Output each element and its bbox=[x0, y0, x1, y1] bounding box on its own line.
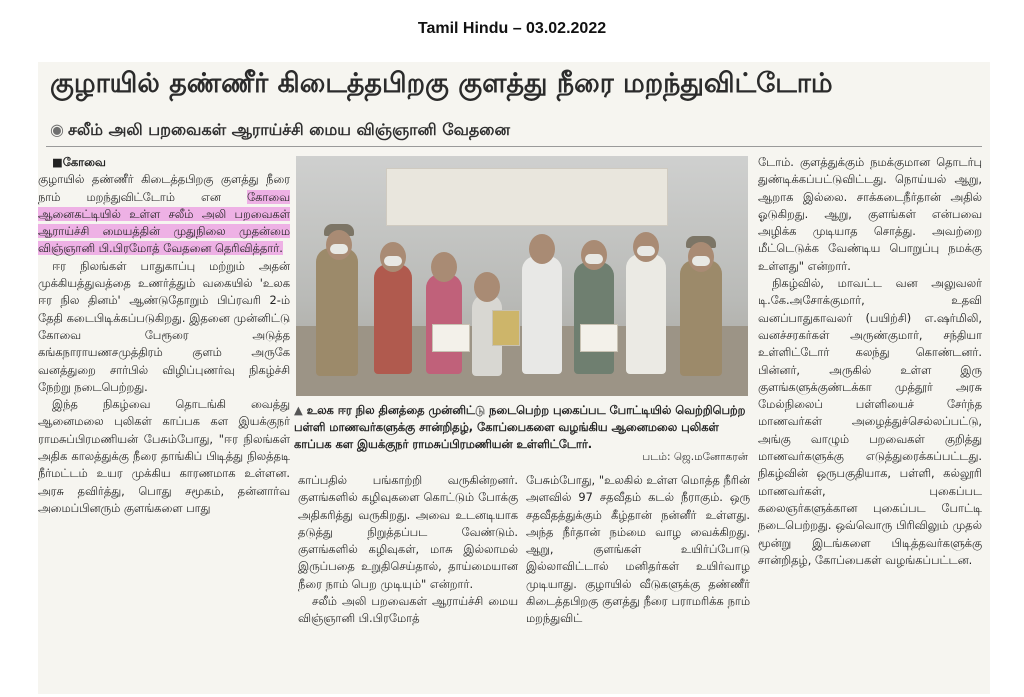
officer-figure bbox=[316, 248, 358, 376]
event-photo bbox=[296, 156, 748, 396]
caption-marker-icon: ▲ bbox=[294, 403, 303, 417]
person-figure bbox=[522, 256, 562, 374]
face-mask bbox=[692, 256, 710, 266]
person-head bbox=[474, 272, 500, 302]
photo-caption bbox=[294, 402, 752, 453]
subheadline bbox=[50, 120, 750, 141]
subheadline-text: சலீம் அலி பறவைகள் ஆராய்ச்சி மைய விஞ்ஞானி வேதனை bbox=[67, 120, 510, 139]
article-column-4 bbox=[758, 154, 982, 694]
dateline: ■கோவை bbox=[52, 155, 106, 169]
paragraph: நிகழ்வில், மாவட்ட வன அலுவலர் டி.கே.அசோக்குமார், உதவி வனப்பாதுகாவலர் (பயிற்சி) எ.ஷர்மிலி, வனச்சரகர்கள் அருண்குமார், சந்தியா உள்ளிட்டோர் கலந்து கொண்டனர். பின்னர், அருகில் உள்ள இரு குளங்களுக்குண்டக்கா முத்தூர் அரசு மேல்நிலைப் பள்ளியைச் சேர்ந்த மாணவர்கள் அழைத்துச்செல்லப்பட்டு, அங்கு வாழும் பறவைகள் குறித்து மாணவர்களுக்கு எடுத்துரைக்கப்பட்டது. நிகழ்வின் ஒருபகுதியாக, பள்ளி, கல்லூரி மாணவர்கள், புகைப்பட கலைஞர்களுக்கான புகைப்பட போட்டி நடைபெற்றது. ஒவ்வொரு பிரிவிலும் முதல் மூன்று இடங்களை பிடித்தவர்களுக்கு சான்றிதழ், கோப்பைகள் வழங்கப்பட்டன. bbox=[758, 276, 982, 567]
face-mask bbox=[384, 256, 402, 266]
person-figure bbox=[626, 254, 666, 374]
paragraph-2: ஈர நிலங்கள் பாதுகாப்பு மற்றும் அதன் முக்கியத்துவத்தை உணர்த்தும் வகையில் 'உலக ஈர நில தினம்' ஆண்டுதோறும் பிப்ரவரி 2-ம் தேதி கடைபிடிக்கப்படுகிறது. இதனை முன்னிட்டு கோவை பேரூரை அடுத்த கங்கநாராயணசமுத்திரம் குளம் அருகே வனத்துறை சார்பில் விழிப்புணர்வு நிகழ்ச்சி நேற்று நடைபெற்றது. bbox=[38, 258, 290, 394]
source-label: Tamil Hindu – 03.02.2022 bbox=[417, 20, 607, 37]
photo-caption-text: உலக ஈர நில தினத்தை முன்னிட்டு நடைபெற்ற புகைப்பட போட்டியில் வெற்றிபெற்ற பள்ளி மாணவர்களுக்கு சான்றிதழ், கோப்பைகளை வழங்கிய ஆனைமலை புலிகள் காப்பக கள இயக்குநர் ராமசுப்பிரமணியன் உள்ளிட்டோர். bbox=[294, 403, 746, 451]
paragraph-1 bbox=[38, 171, 290, 257]
photo-credit: படம்: ஜெ.மனோகரன் bbox=[642, 451, 748, 463]
highlighted-text: கோவை ஆனைகட்டியில் உள்ள சலீம் அலி பறவைகள் ஆராய்ச்சி மையத்தின் முதுநிலை முதன்மை விஞ்ஞானி பி.பிரமோத் வேதனை தெரிவித்தார். bbox=[38, 189, 290, 256]
paragraph: காப்பதில் பங்காற்றி வருகின்றனர். குளங்களில் கழிவுகளை கொட்டும் போக்கு அதிகரித்து வருகிறது. அவை உடனடியாக தடுத்து நிறுத்தப்பட வேண்டும். குளங்களில் கழிவுகள், மாசு இல்லாமல் இருப்பதை உறுதிசெய்தால், தாய்மையான நீரை நாம் பெற முடியும்" என்றார். bbox=[298, 473, 518, 591]
bullet-icon: ◉ bbox=[50, 120, 64, 139]
certificate bbox=[580, 324, 618, 352]
article-column-1 bbox=[38, 154, 290, 694]
headline: குழாயில் தண்ணீர் கிடைத்தபிறகு குளத்து நீரை மறந்துவிட்டோம் bbox=[50, 68, 833, 99]
article-column-2 bbox=[298, 472, 518, 694]
officer-figure bbox=[680, 260, 722, 376]
face-mask bbox=[637, 246, 655, 256]
person-figure bbox=[374, 264, 412, 374]
paragraph: சலீம் அலி பறவைகள் ஆராய்ச்சி மைய விஞ்ஞானி பி.பிரமோத் bbox=[298, 594, 518, 626]
person-figure bbox=[574, 262, 614, 374]
trophy bbox=[492, 310, 520, 346]
paragraph: பேசும்போது, "உலகில் உள்ள மொத்த நீரின் அளவில் 97 சதவீதம் கடல் நீராகும். ஒரு சதவீதத்துக்கும் கீழ்தான் நன்னீர் உள்ளது. அந்த நீர்தான் நம்மை வாழ வைக்கிறது. ஆறு, குளங்கள் உயிர்ப்போடு இல்லாவிட்டால் மனிதர்கள் உயிர்வாழ முடியாது. குழாயில் வீடுகளுக்கு தண்ணீர் கிடைத்தபிறகு குளத்து நீரை பராமரிக்க நாம் மறந்துவிட் bbox=[526, 473, 750, 626]
paragraph-3: இந்த நிகழ்வை தொடங்கி வைத்து ஆனைமலை புலிகள் காப்பக கள இயக்குநர் ராமசுப்பிரமணியன் பேசும்போது, "ஈர நிலங்கள் அதிக காலத்துக்கு நீரை தாங்கிப் பிடித்து நிலத்தடி நீர்மட்டம் உயர முக்கிய காரணமாக உள்ளன. அரசு தவிர்த்து, பொது சமூகம், தன்னார்வ அமைப்பினரும் குளங்களை பாது bbox=[38, 397, 290, 515]
face-mask bbox=[330, 244, 348, 254]
person-head bbox=[529, 234, 555, 264]
certificate bbox=[432, 324, 470, 352]
person-head bbox=[431, 252, 457, 282]
paragraph-1-text: குழாயில் தண்ணீர் கிடைத்தபிறகு குளத்து நீரை நாம் மறந்துவிட்டோம் என bbox=[38, 172, 290, 204]
dateline-text: கோவை bbox=[62, 155, 106, 169]
newspaper-clipping bbox=[38, 62, 990, 694]
paragraph: டோம். குளத்துக்கும் நமக்குமான தொடர்பு துண்டிக்கப்பட்டுவிட்டது. நொய்யல் ஆறு, ஆறாக இல்லை. சாக்கடைநீர்தான் அதில் ஓடுகிறது. ஆறு, குளங்கள் என்பவை அழிக்க முடியாத சொத்து. அவற்றை மீட்டெடுக்க வேண்டிய பொறுப்பு நமக்கு உள்ளது" என்றார். bbox=[758, 155, 982, 273]
backdrop-banner bbox=[386, 168, 668, 226]
article-column-3 bbox=[526, 472, 750, 694]
face-mask bbox=[585, 254, 603, 264]
divider bbox=[46, 146, 982, 147]
